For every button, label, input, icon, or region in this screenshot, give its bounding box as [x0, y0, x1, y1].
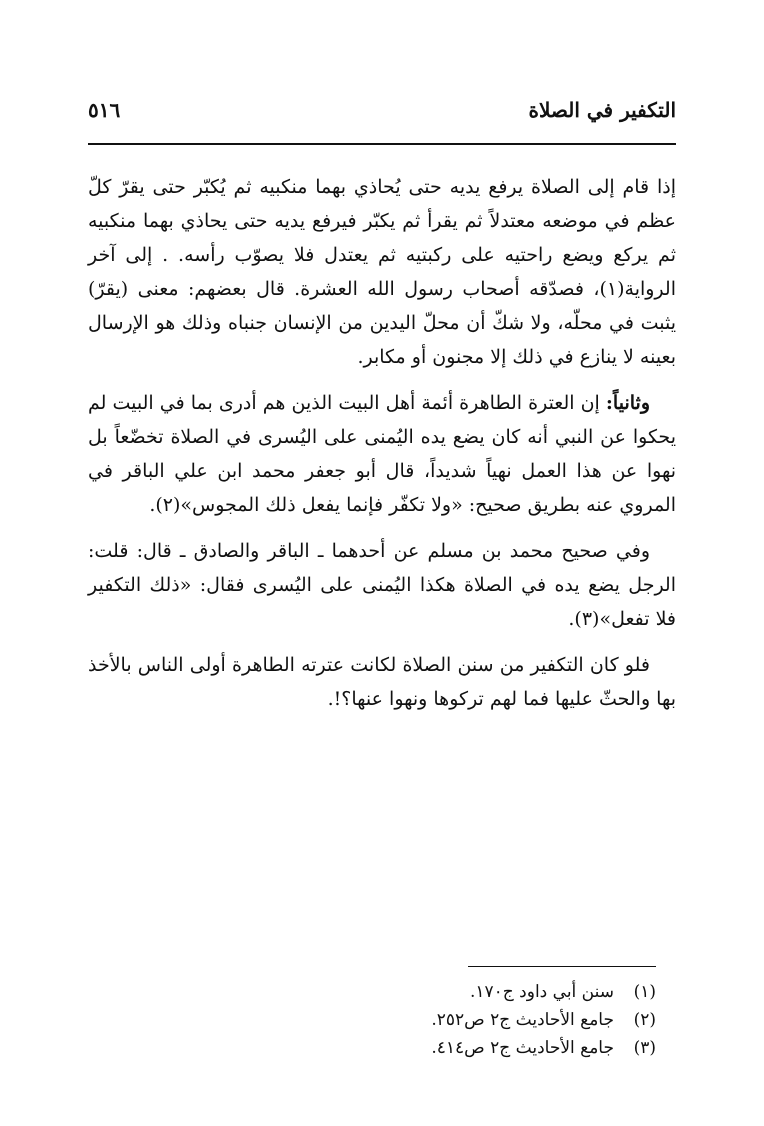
- footnote-text: جامع الأحاديث ج٢ ص٢٥٢.: [431, 1010, 614, 1030]
- footnote-item: [88, 978, 656, 1006]
- footnote-rule: [468, 966, 656, 967]
- footnote-text: سنن أبي داود ج١٧٠.: [469, 982, 614, 1002]
- page-header: [88, 92, 676, 128]
- paragraph-1: إذا قام إلى الصلاة يرفع يديه حتى يُحاذي بهما منكبيه ثم يُكبّر حتى يقرّ كلّ عظم في موضعه معتدلاً ثم يقرأ ثم يكبّر فيرفع يديه حتى يحاذي بهما منكبيه ثم يركع ويضع راحتيه على ركبتيه ثم يعتدل فلا يصوّب رأسه. . إلى آخر الرواية(١)، فصدّقه أصحاب رسول الله العشرة. قال بعضهم: معنى (يقرّ) يثبت في محلّه، ولا شكّ أن محلّ اليدين من الإنسان جنباه وذلك هو الإرسال بعينه لا ينازع في ذلك إلا مجنون أو مكابر.: [88, 176, 677, 368]
- paragraph-2-lead: وثانياً:: [605, 392, 650, 414]
- paragraph-4: فلو كان التكفير من سنن الصلاة لكانت عترته الطاهرة أولى الناس بالأخذ بها والحثّ عليها فما لهم تركوها ونهوا عنها؟!.: [88, 654, 676, 710]
- footnotes: [88, 978, 656, 1062]
- footnote-number: (٣): [633, 1038, 656, 1058]
- footnote-number: (٢): [633, 1010, 656, 1030]
- page-number: ٥١٦: [88, 98, 121, 122]
- footnote-item: [88, 1034, 656, 1062]
- main-text: [88, 170, 676, 728]
- footnote-item: [88, 1006, 656, 1034]
- header-rule: [88, 143, 676, 145]
- footnote-number: (١): [633, 982, 656, 1002]
- paragraph-3: وفي صحيح محمد بن مسلم عن أحدهما ـ الباقر والصادق ـ قال: قلت: الرجل يضع يده في الصلاة هكذا اليُمنى على اليُسرى فقال: «ذلك التكفير فلا تفعل»(٣).: [88, 540, 676, 630]
- paragraph-2-text: إن العترة الطاهرة أئمة أهل البيت الذين هم أدرى بما في البيت لم يحكوا عن النبي أنه كان يضع يده اليُمنى على اليُسرى في الصلاة تخضّعاً بل نهوا عن هذا العمل نهياً شديداً، قال أبو جعفر محمد ابن علي الباقر في المروي عنه بطريق صحيح: «ولا تكفّر فإنما يفعل ذلك المجوس»(٢).: [88, 392, 676, 516]
- running-title: التكفير في الصلاة: [528, 98, 676, 122]
- footnote-text: جامع الأحاديث ج٢ ص٤١٤.: [431, 1038, 614, 1058]
- paragraph-2: [88, 386, 676, 522]
